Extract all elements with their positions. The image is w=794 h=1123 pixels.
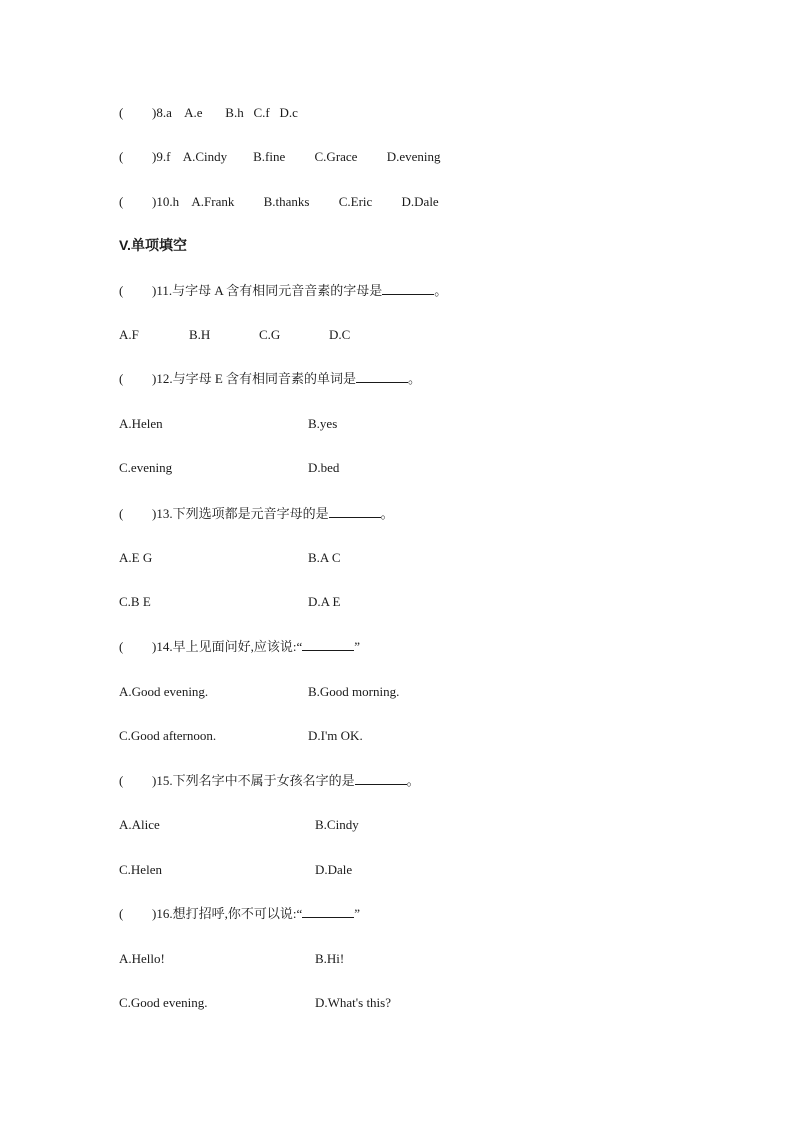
question-text: 8.a A.e B.h C.f D.c [156, 105, 298, 120]
answer-blank [302, 906, 354, 918]
question-text: 15.下列名字中不属于女孩名字的是 [156, 773, 355, 788]
answer-blank [302, 639, 354, 651]
question-row-11: ( )11.与字母 A 含有相同元音音素的字母是 。 [119, 283, 448, 298]
option-d: D.What's this? [315, 995, 391, 1010]
question-row-10: ( )10.h A.Frank B.thanks C.Eric D.Dale [119, 194, 439, 209]
option-a: A.Alice [119, 817, 160, 832]
option-d: D.Dale [315, 862, 353, 877]
option-c: C.evening [119, 460, 173, 475]
option-a: A.Hello! [119, 951, 165, 966]
option-b: B.H [189, 327, 211, 342]
option-c: C.B E [119, 594, 151, 609]
option-c: C.Helen [119, 862, 162, 877]
option-a: A.F [119, 327, 139, 342]
question-row-9: ( )9.f A.Cindy B.fine C.Grace D.evening [119, 149, 441, 164]
option-d: D.bed [308, 460, 340, 475]
question-text: 13.下列选项都是元音字母的是 [156, 506, 329, 521]
option-b: B.Hi! [315, 951, 345, 966]
option-b: B.yes [308, 416, 338, 431]
answer-blank [356, 371, 408, 383]
question-text: 12.与字母 E 含有相同音素的单词是 [156, 371, 357, 386]
question-text: 16.想打招呼,你不可以说:“ [156, 906, 303, 921]
option-b: B.Cindy [315, 817, 359, 832]
option-c: C.Good afternoon. [119, 728, 217, 743]
option-b: B.A C [308, 550, 341, 565]
option-d: D.A E [308, 594, 341, 609]
answer-blank [355, 773, 407, 785]
question-row-12: ( )12.与字母 E 含有相同音素的单词是 。 [119, 371, 422, 386]
question-row-16: ( )16.想打招呼,你不可以说:“ ” [119, 906, 361, 921]
option-c: C.G [259, 327, 281, 342]
question-text: 9.f A.Cindy B.fine C.Grace D.evening [156, 149, 441, 164]
question-row-8: ( )8.a A.e B.h C.f D.c [119, 105, 298, 120]
question-row-13: ( )13.下列选项都是元音字母的是 。 [119, 506, 394, 521]
option-c: C.Good evening. [119, 995, 208, 1010]
option-a: A.Helen [119, 416, 163, 431]
option-a: A.E G [119, 550, 153, 565]
question-row-15: ( )15.下列名字中不属于女孩名字的是 。 [119, 773, 420, 788]
section-title: V.单项填空 [119, 237, 187, 253]
option-a: A.Good evening. [119, 684, 209, 699]
answer-blank [382, 283, 434, 295]
question-text: 11.与字母 A 含有相同元音音素的字母是 [156, 283, 383, 298]
option-d: D.I'm OK. [308, 728, 363, 743]
answer-blank [329, 506, 381, 518]
question-text: 10.h A.Frank B.thanks C.Eric D.Dale [156, 194, 439, 209]
option-d: D.C [329, 327, 351, 342]
option-b: B.Good morning. [308, 684, 400, 699]
question-row-14: ( )14.早上见面问好,应该说:“ ” [119, 639, 361, 654]
question-text: 14.早上见面问好,应该说:“ [156, 639, 303, 654]
